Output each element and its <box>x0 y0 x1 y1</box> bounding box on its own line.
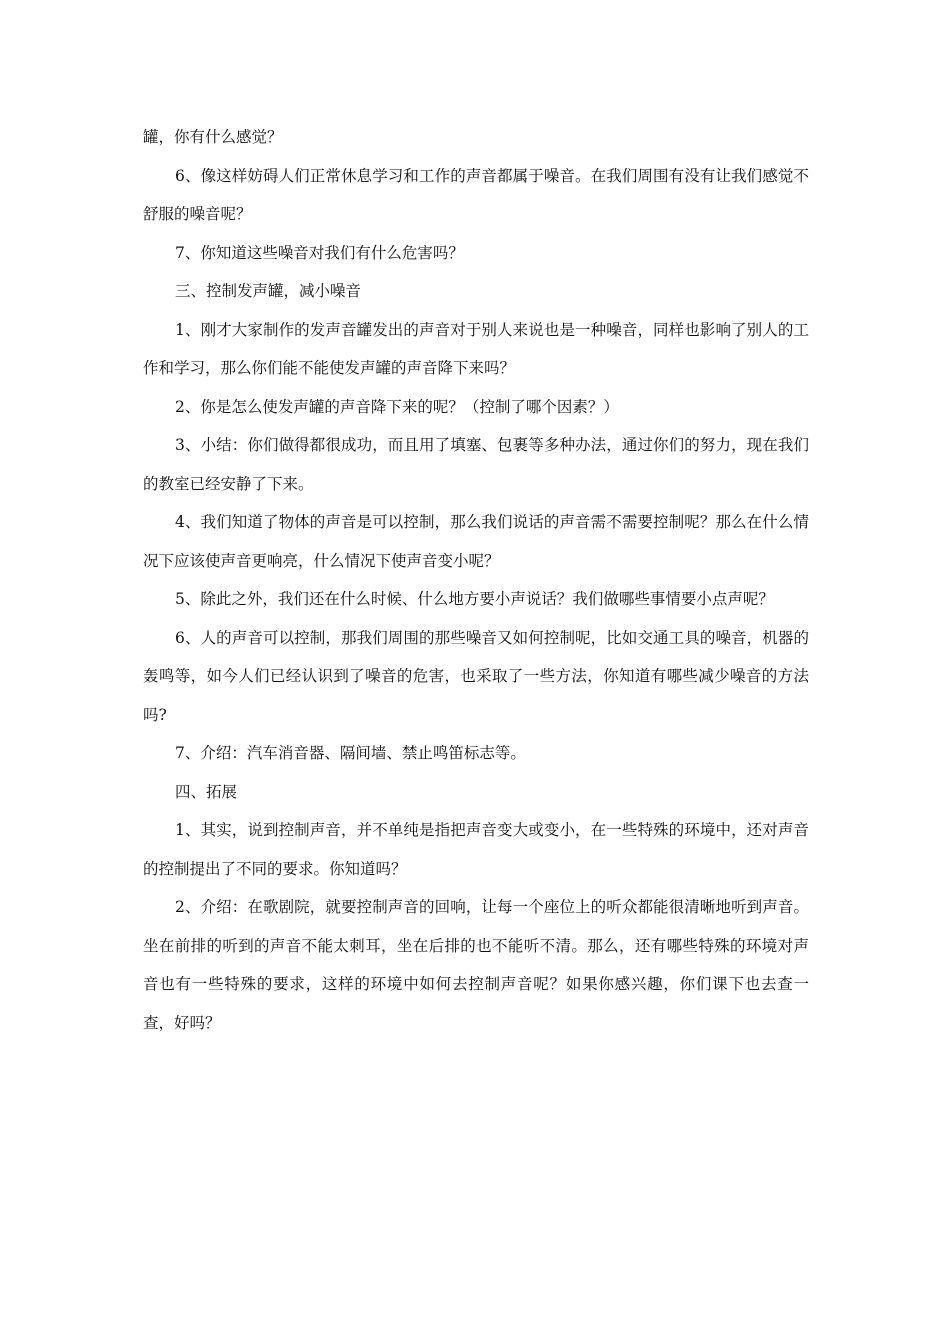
paragraph: 2、介绍：在歌剧院，就要控制声音的回响，让每一个座位上的听众都能很清晰地听到声音。坐在前排的听到的声音不能太刺耳，坐在后排的也不能听不清。那么，还有哪些特殊的环境对声音也有一些特殊的要求，这样的环境中如何去控制声音呢？如果你感兴趣，你们课下也去查一查，好吗？ <box>143 898 809 1032</box>
paragraph: 4、我们知道了物体的声音是可以控制，那么我们说话的声音需不需要控制呢？那么在什么情况下应该使声音更响亮，什么情况下使声音变小呢？ <box>143 513 809 570</box>
paragraph: 7、你知道这些噪音对我们有什么危害吗？ <box>175 243 464 262</box>
document-body <box>143 118 809 1042</box>
paragraph: 三、控制发声罐，减小噪音 <box>175 282 362 300</box>
paragraph: 2、你是怎么使发声罐的声音降下来的呢？（控制了哪个因素？） <box>175 397 619 416</box>
paragraph: 7、介绍：汽车消音器、隔间墙、禁止鸣笛标志等。 <box>175 744 526 762</box>
paragraph: 1、刚才大家制作的发声音罐发出的声音对于别人来说也是一种噪音，同样也影响了别人的工作和学习，那么你们能不能使发声罐的声音降下来吗？ <box>143 320 809 377</box>
paragraph: 1、其实，说到控制声音，并不单纯是指把声音变大或变小，在一些特殊的环境中，还对声音的控制提出了不同的要求。你知道吗？ <box>143 821 809 878</box>
paragraph: 6、人的声音可以控制，那我们周围的那些噪音又如何控制呢，比如交通工具的噪音，机器的轰鸣等，如今人们已经认识到了噪音的危害，也采取了一些方法，你知道有哪些减少噪音的方法吗? <box>143 628 809 724</box>
paragraph: 5、除此之外，我们还在什么时候、什么地方要小声说话？我们做哪些事情要小点声呢？ <box>175 590 774 608</box>
paragraph: 四、拓展 <box>175 782 238 801</box>
paragraph: 3、小结：你们做得都很成功，而且用了填塞、包裹等多种办法，通过你们的努力，现在我们的教室已经安静了下来。 <box>143 436 809 493</box>
paragraph: 6、像这样妨碍人们正常休息学习和工作的声音都属于噪音。在我们周围有没有让我们感觉不舒服的噪音呢？ <box>143 166 809 223</box>
paragraph: 罐，你有什么感觉？ <box>143 128 283 146</box>
